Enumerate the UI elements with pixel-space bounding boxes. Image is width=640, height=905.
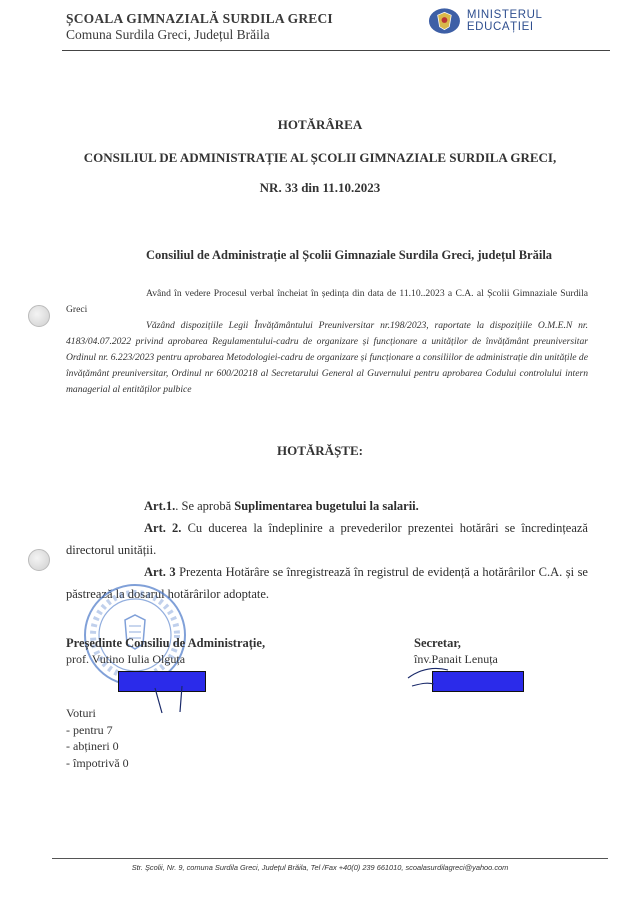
article-2 bbox=[66, 517, 588, 561]
votes-block bbox=[66, 705, 129, 771]
document-subtitle: CONSILIUL DE ADMINISTRAȚIE AL ȘCOLII GIMNAZIALE SURDILA GRECI, bbox=[83, 150, 557, 165]
votes-against: - împotrivă 0 bbox=[66, 755, 129, 770]
votes-for: - pentru 7 bbox=[66, 722, 113, 737]
footer-divider bbox=[52, 858, 608, 859]
article-2-label: Art. 2. bbox=[144, 521, 182, 535]
school-name: ȘCOALA GIMNAZIALĂ SURDILA GRECI bbox=[66, 11, 333, 26]
votes-abstain: - abțineri 0 bbox=[66, 739, 119, 753]
article-1 bbox=[66, 495, 588, 517]
signature-stroke-icon bbox=[404, 660, 454, 690]
article-3-label: Art. 3 bbox=[144, 565, 176, 579]
ministry-logo-icon bbox=[428, 7, 461, 35]
president-title: Președinte Consiliu de Administrație, bbox=[66, 636, 266, 650]
preamble-paragraph-1: Având în vedere Procesul verbal încheiat în ședința din data de 11.10..2023 a C.A. al Școlii Gimnaziale Surdila Greci bbox=[66, 288, 588, 315]
votes-heading: Voturi bbox=[66, 706, 96, 720]
decides-heading: HOTĂRĂȘTE: bbox=[277, 443, 363, 458]
header-divider bbox=[62, 50, 610, 51]
preamble-paragraph-2: Văzând dispozițiile Legii Învățământului Preuniversitar nr.198/2023, raportate la dispozițiile O.M.E.N nr. 4183/04.07.2022 privind aprobarea Regulamentului-cadru de organizare și funcționare a unităților de învățământ preuniversitar Ordinul nr. 6.223/2023 pentru aprobarea Metodologiei-cadru de organizare și funcționare a consiliilor de administrație din unitățile de învățământ preuniversitar, Ordinul nr 600/20218 al Secretarului General al Guvernului pentru aprobarea Codului controlului intern managerial al entităților pulbice bbox=[66, 320, 588, 395]
document-number: NR. 33 din 11.10.2023 bbox=[259, 180, 381, 195]
article-1-text: Suplimentarea bugetului la salarii. bbox=[234, 499, 419, 513]
council-heading: Consiliul de Administrație al Școlii Gimnaziale Surdila Greci, județul Brăila bbox=[146, 248, 553, 262]
article-1-label: Art.1. bbox=[144, 499, 176, 513]
president-name: prof. Vutino Iulia Olguța bbox=[66, 652, 186, 666]
school-commune: Comuna Surdila Greci, Județul Brăila bbox=[66, 27, 270, 42]
ministry-header bbox=[428, 6, 608, 36]
document-title: HOTĂRÂREA bbox=[277, 117, 363, 132]
article-1-pre: . Se aprobă bbox=[175, 499, 235, 513]
signature-stroke-icon bbox=[150, 668, 200, 718]
article-3-text: Prezenta Hotărâre se înregistrează în registrul de evidență a hotărârilor C.A. și se păstrează la dosarul hotărârilor adoptate. bbox=[66, 565, 588, 601]
ministry-name: MINISTERUL EDUCAȚIEI bbox=[466, 9, 543, 33]
punch-hole bbox=[28, 549, 50, 571]
punch-hole bbox=[28, 305, 50, 327]
article-2-text: Cu ducerea la îndeplinire a prevederilor prezentei hotărâri se încredințează directorul unității. bbox=[66, 521, 588, 557]
secretary-title: Secretar, bbox=[414, 636, 461, 650]
secretary-name: înv.Panait Lenuța bbox=[414, 652, 498, 666]
footer-address: Str. Școlii, Nr. 9, comuna Surdila Greci, Județul Brăila, Tel /Fax +40(0) 239 661010, scoalasurdilagreci@yahoo.com bbox=[131, 863, 509, 872]
